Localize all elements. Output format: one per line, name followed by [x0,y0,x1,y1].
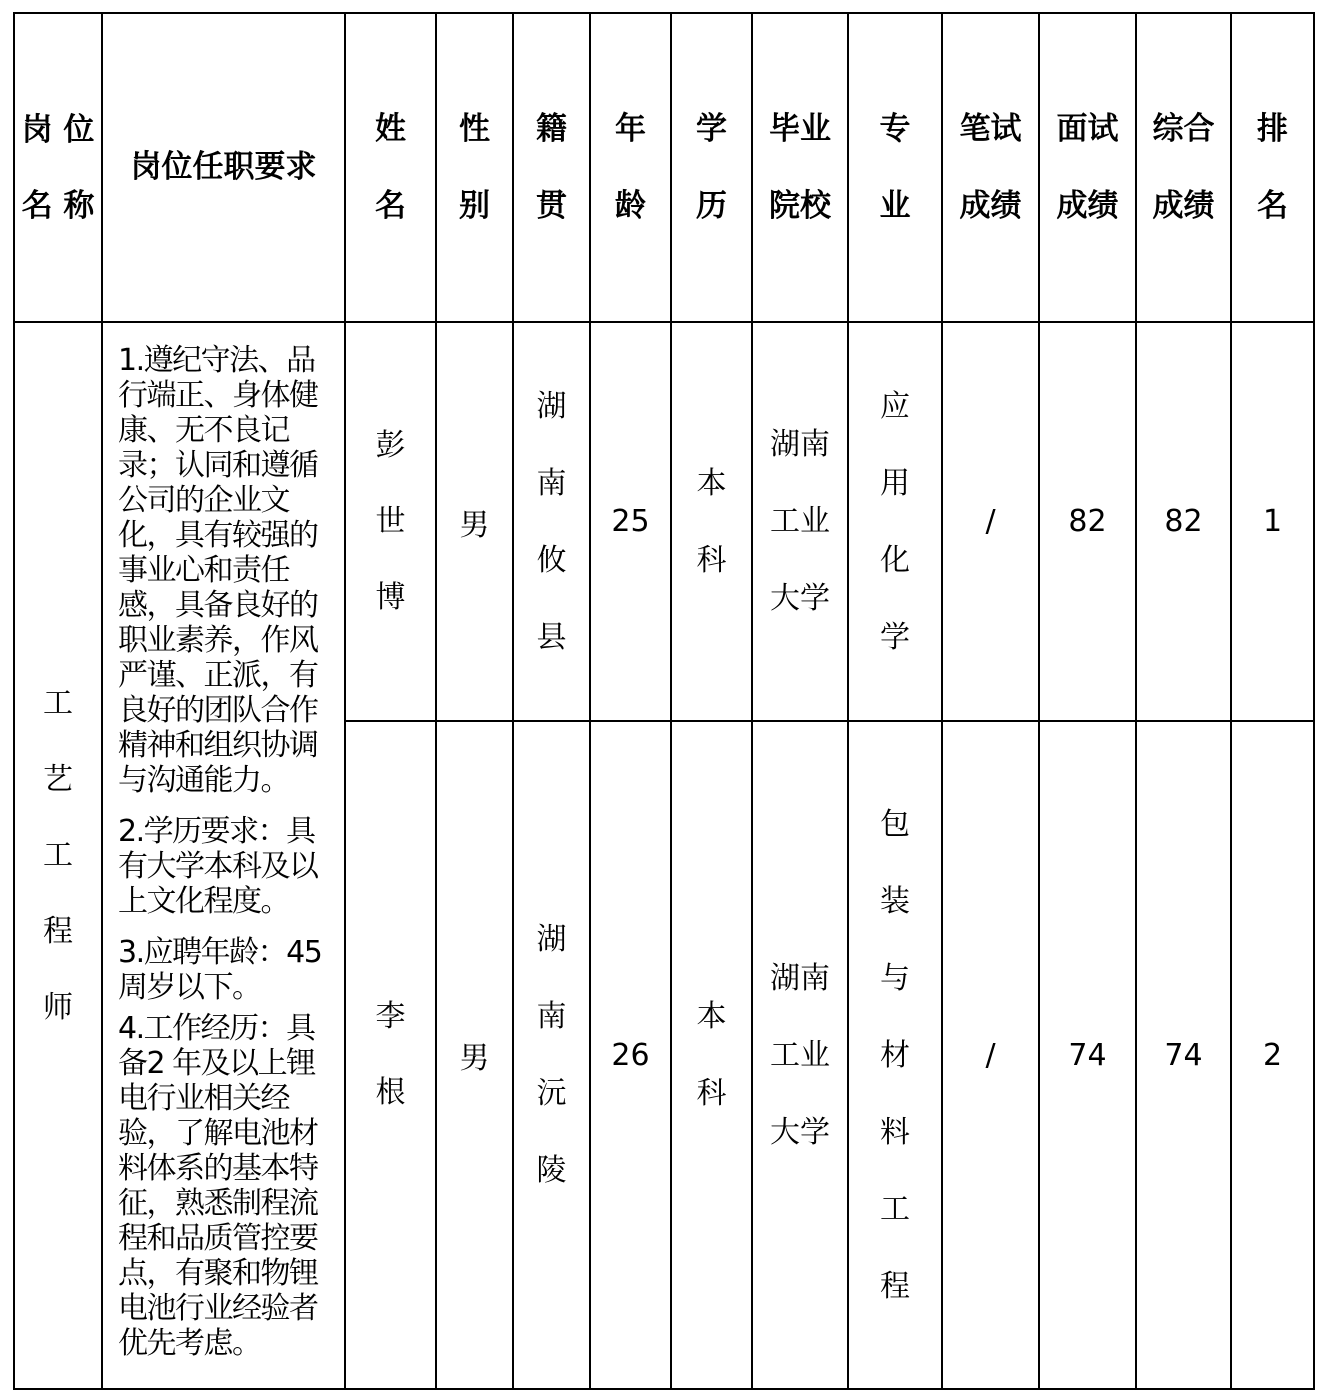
header-written-score: 笔试 成绩 [942,13,1039,322]
candidate-written-score: / [942,721,1039,1389]
candidate-interview-score: 82 [1039,322,1136,721]
table-row [14,322,1314,721]
candidate-interview-score: 74 [1039,721,1136,1389]
header-requirements: 岗位任职要求 [102,13,345,322]
header-total-score: 综合 成绩 [1136,13,1231,322]
candidate-rank: 1 [1231,322,1314,721]
header-name: 姓 名 [345,13,436,322]
header-major: 专 业 [848,13,942,322]
candidate-education: 本 科 [671,322,752,721]
candidate-total-score: 74 [1136,721,1231,1389]
candidate-major: 包 装 与 材 料 工 程 [848,721,942,1389]
candidate-rank: 2 [1231,721,1314,1389]
header-rank: 排 名 [1231,13,1314,322]
header-gender: 性 别 [436,13,513,322]
candidate-name: 彭 世 博 [345,322,436,721]
candidate-gender: 男 [436,322,513,721]
post-title-cell: 工 艺 工 程 师 [14,322,102,1389]
header-post-name: 岗 位 名 称 [14,13,102,322]
candidate-results-table [13,12,1315,1390]
candidate-gender: 男 [436,721,513,1389]
candidate-age: 25 [590,322,671,721]
header-school: 毕业 院校 [752,13,848,322]
candidate-education: 本 科 [671,721,752,1389]
candidate-native-place: 湖 南 攸 县 [513,322,590,721]
post-requirements-cell [102,322,345,1389]
header-interview-score: 面试 成绩 [1039,13,1136,322]
requirement-item: 4.工作经历：具备2 年及以上锂电行业相关经验，了解电池材料体系的基本特征，熟悉制程流程和品质管控要点，有聚和物锂电池行业经验者优先考虑。 [118,1011,318,1361]
header-row [14,13,1314,322]
header-age: 年 龄 [590,13,671,322]
candidate-major: 应 用 化 学 [848,322,942,721]
header-education: 学 历 [671,13,752,322]
candidate-school: 湖南 工业 大学 [752,721,848,1389]
candidate-total-score: 82 [1136,322,1231,721]
candidate-native-place: 湖 南 沅 陵 [513,721,590,1389]
requirement-item: 3.应聘年龄：45周岁以下。 [118,935,322,1005]
candidate-name: 李 根 [345,721,436,1389]
candidate-written-score: / [942,322,1039,721]
candidate-school: 湖南 工业 大学 [752,322,848,721]
requirement-item: 1.遵纪守法、品行端正、身体健康、无不良记录；认同和遵循公司的企业文化，具有较强的事业心和责任感，具备良好的职业素养，作风严谨、正派，有良好的团队合作精神和组织协调与沟通能力。 [118,343,318,798]
candidate-age: 26 [590,721,671,1389]
header-native-place: 籍 贯 [513,13,590,322]
requirement-item: 2.学历要求：具有大学本科及以上文化程度。 [118,814,318,919]
